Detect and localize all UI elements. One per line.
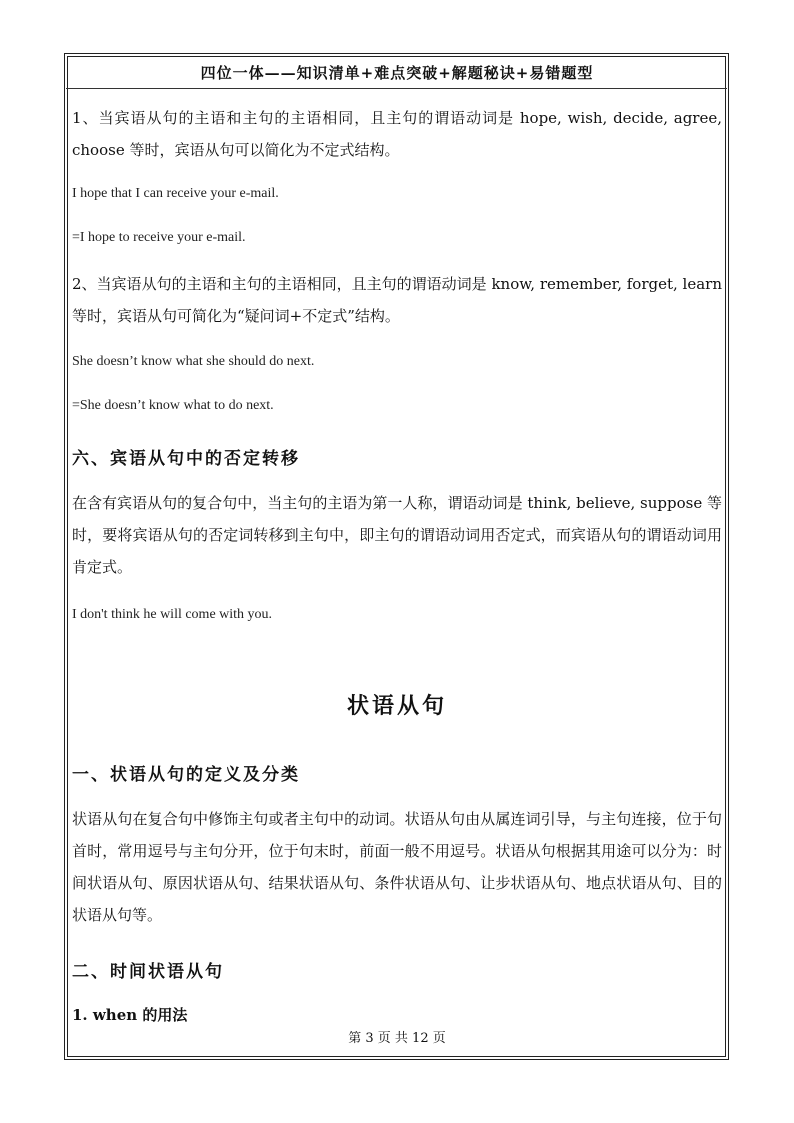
header-divider <box>66 88 727 89</box>
section-heading-one: 一、状语从句的定义及分类 <box>72 765 300 785</box>
example-sentence: She doesn’t know what she should do next. <box>72 354 315 369</box>
page-number: 第 3 页 共 12 页 <box>348 1031 446 1046</box>
example-sentence: I don't think he will come with you. <box>72 607 273 622</box>
paragraph-rule-2: 2、当宾语从句的主语和主句的主语相同，且主句的谓语动词是 know, remember, forget, learn 等时，宾语从句可简化为“疑问词+不定式”结构。 <box>72 275 722 325</box>
chapter-title: 状语从句 <box>346 693 447 719</box>
paragraph-negation-transfer: 在含有宾语从句的复合句中，当主句的主语为第一人称，谓语动词是 think, believe, suppose 等时，要将宾语从句的否定词转移到主句中，即主句的谓语动词用否定式，而宾语从句的谓语动词用肯定式。 <box>72 494 722 576</box>
example-sentence: I hope that I can receive your e-mail. <box>72 186 279 201</box>
subheading-when-usage: 1. when 的用法 <box>72 1006 188 1024</box>
paragraph-rule-1: 1、当宾语从句的主语和主句的主语相同，且主句的谓语动词是 hope, wish, decide, agree, choose 等时，宾语从句可以简化为不定式结构。 <box>72 109 722 159</box>
paragraph-adverbial-definition: 状语从句在复合句中修饰主句或者主句中的动词。状语从句由从属连词引导，与主句连接，位于句首时，常用逗号与主句分开，位于句末时，前面一般不用逗号。状语从句根据其用途可以分为：时间状语从句、原因状语从句、结果状语从句、条件状语从句、让步状语从句、地点状语从句、目的状语从句等。 <box>72 810 722 924</box>
example-sentence: =I hope to receive your e-mail. <box>72 230 246 245</box>
header-title: 四位一体——知识清单+难点突破+解题秘诀+易错题型 <box>200 64 594 82</box>
example-sentence: =She doesn’t know what to do next. <box>72 398 274 413</box>
main-content <box>72 100 722 1025</box>
section-heading-two: 二、时间状语从句 <box>72 962 224 982</box>
section-heading-six: 六、宾语从句中的否定转移 <box>72 449 300 469</box>
